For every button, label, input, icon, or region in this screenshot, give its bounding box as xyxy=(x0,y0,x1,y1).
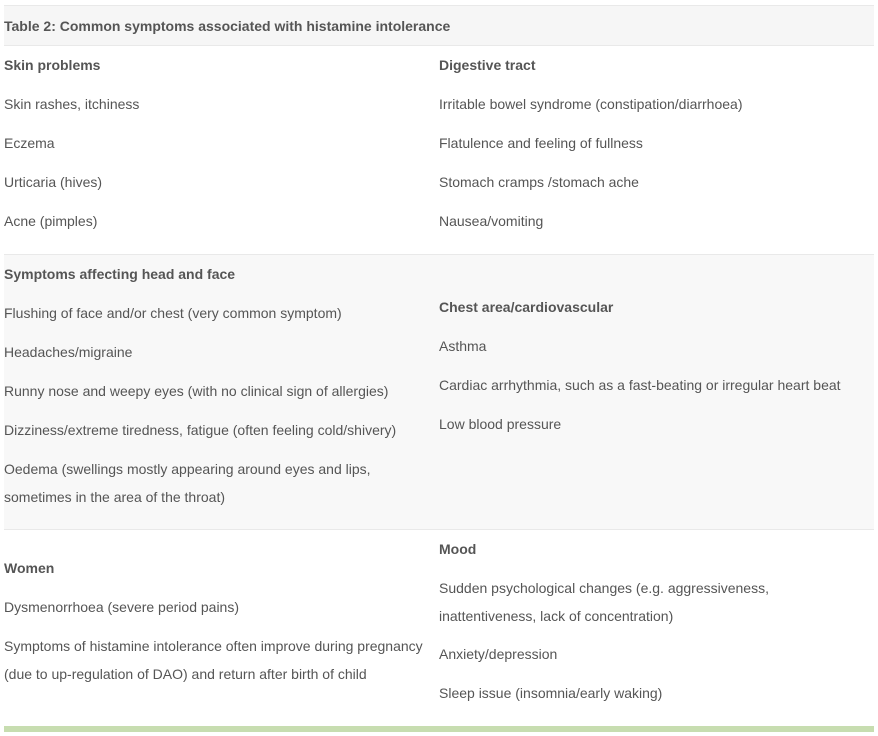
list-item: Runny nose and weepy eyes (with no clinical sign of allergies) xyxy=(4,383,389,399)
table-row-women-mood xyxy=(4,530,874,720)
symptoms-table xyxy=(4,5,874,720)
women-heading: Women xyxy=(4,560,55,576)
digestive-tract-heading: Digestive tract xyxy=(439,57,536,73)
women-cell xyxy=(4,530,439,720)
list-item: Skin rashes, itchiness xyxy=(4,96,140,112)
list-item: Flatulence and feeling of fullness xyxy=(439,135,643,151)
chest-cardiovascular-heading: Chest area/cardiovascular xyxy=(439,299,614,315)
list-item: Flushing of face and/or chest (very common symptom) xyxy=(4,305,342,321)
list-item: Cardiac arrhythmia, such as a fast-beating or irregular heart beat xyxy=(439,377,841,393)
list-item: Urticaria (hives) xyxy=(4,174,103,190)
list-item: Anxiety/depression xyxy=(439,646,558,662)
list-item: Nausea/vomiting xyxy=(439,213,544,229)
head-face-heading: Symptoms affecting head and face xyxy=(4,266,236,282)
skin-problems-cell xyxy=(4,46,439,254)
bottom-accent-bar xyxy=(4,726,874,732)
list-item: Dizziness/extreme tiredness, fatigue (often feeling cold/shivery) xyxy=(4,422,397,438)
mood-cell xyxy=(439,530,874,720)
table-row-head-chest xyxy=(4,255,874,530)
list-item: Eczema xyxy=(4,135,55,151)
list-item: Stomach cramps /stomach ache xyxy=(439,174,639,190)
list-item: Sudden psychological changes (e.g. aggressiveness, inattentiveness, lack of concentration) xyxy=(439,580,769,624)
list-item: Asthma xyxy=(439,338,487,354)
chest-cardiovascular-cell xyxy=(439,255,874,529)
list-item: Low blood pressure xyxy=(439,416,562,432)
table-row-skin-digestive xyxy=(4,46,874,255)
head-face-cell xyxy=(4,255,439,529)
list-item: Acne (pimples) xyxy=(4,213,98,229)
list-item: Symptoms of histamine intolerance often improve during pregnancy (due to up-regulation of DAO) and return after birth of child xyxy=(4,638,423,682)
digestive-tract-cell xyxy=(439,46,874,254)
skin-problems-heading: Skin problems xyxy=(4,57,101,73)
list-item: Oedema (swellings mostly appearing around eyes and lips, sometimes in the area of the throat) xyxy=(4,461,371,505)
list-item: Irritable bowel syndrome (constipation/diarrhoea) xyxy=(439,96,743,112)
list-item: Headaches/migraine xyxy=(4,344,133,360)
table-caption: Table 2: Common symptoms associated with histamine intolerance xyxy=(4,6,874,46)
list-item: Sleep issue (insomnia/early waking) xyxy=(439,685,663,701)
mood-heading: Mood xyxy=(439,541,477,557)
list-item: Dysmenorrhoea (severe period pains) xyxy=(4,599,239,615)
